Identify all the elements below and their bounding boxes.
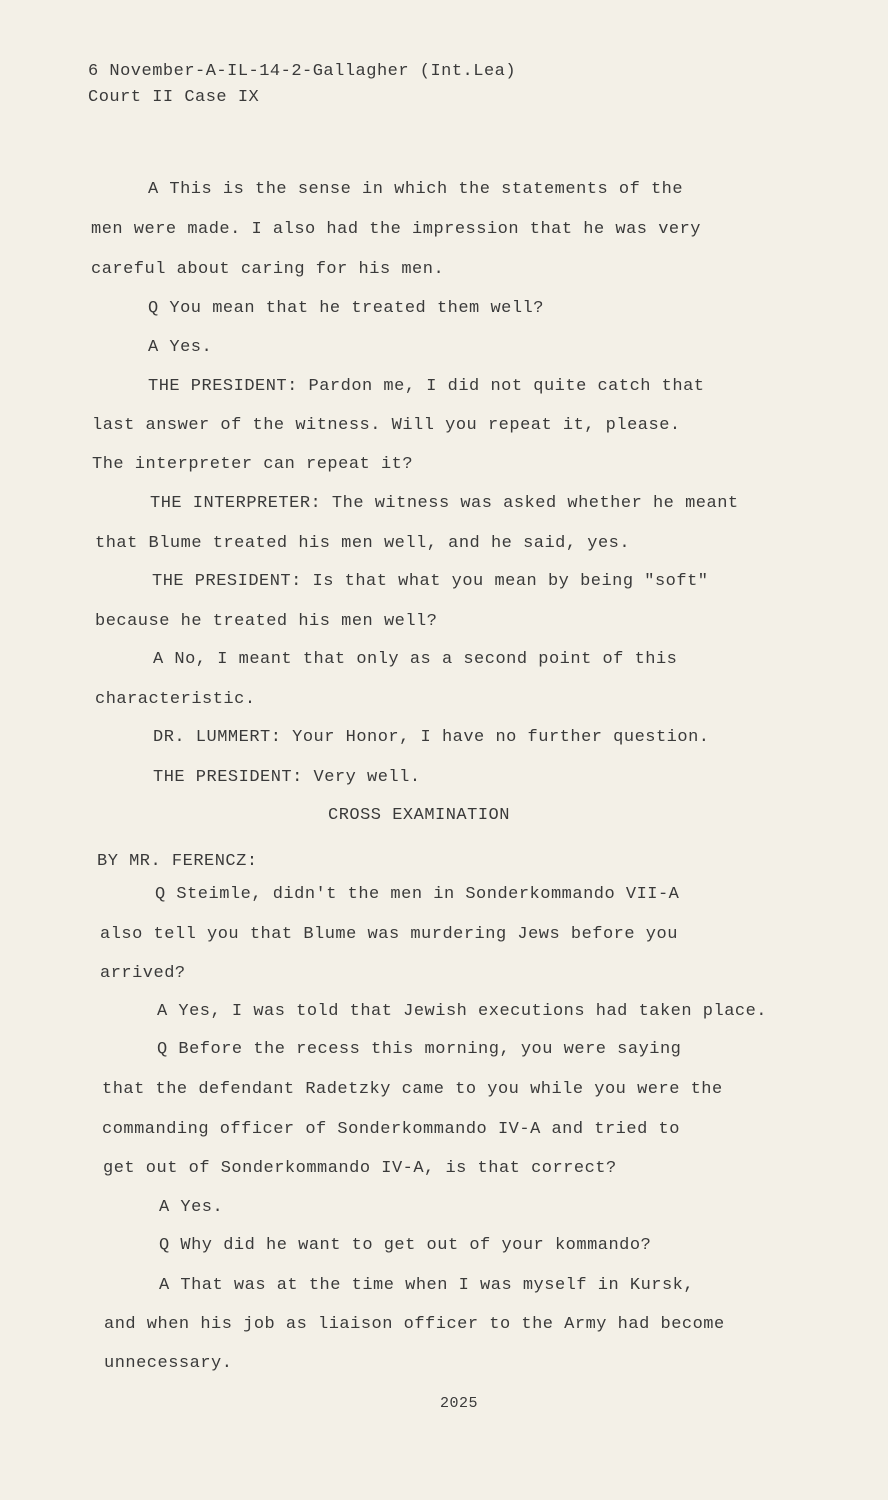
speaker-line: DR. LUMMERT: Your Honor, I have no further question. bbox=[153, 728, 710, 747]
answer-line: A Yes. bbox=[159, 1198, 224, 1217]
answer-line: A No, I meant that only as a second point of this bbox=[153, 650, 678, 669]
page-number: 2025 bbox=[439, 1395, 478, 1412]
text-line: arrived? bbox=[100, 964, 186, 983]
text-line: last answer of the witness. Will you repeat it, please. bbox=[92, 416, 681, 435]
answer-line: A Yes. bbox=[148, 338, 213, 357]
answer-line: A That was at the time when I was myself in Kursk, bbox=[159, 1276, 695, 1295]
answer-line: A Yes, I was told that Jewish executions had taken place. bbox=[157, 1002, 767, 1021]
question-line: Q Steimle, didn't the men in Sonderkommando VII-A bbox=[155, 885, 680, 904]
question-line: Q You mean that he treated them well? bbox=[148, 299, 544, 318]
examiner-line: BY MR. FERENCZ: bbox=[97, 852, 258, 871]
section-heading: CROSS EXAMINATION bbox=[328, 806, 510, 825]
speaker-line: THE PRESIDENT: Pardon me, I did not quite catch that bbox=[148, 377, 705, 396]
header-line-1: 6 November-A-IL-14-2-Gallagher (Int.Lea) bbox=[88, 62, 517, 81]
text-line: unnecessary. bbox=[104, 1354, 233, 1373]
text-line: and when his job as liaison officer to the Army had become bbox=[104, 1315, 725, 1334]
answer-line: A This is the sense in which the statements of the bbox=[148, 180, 684, 199]
text-line: men were made. I also had the impression that he was very bbox=[91, 220, 701, 239]
text-line: that Blume treated his men well, and he said, yes. bbox=[95, 534, 631, 553]
text-line: The interpreter can repeat it? bbox=[92, 455, 414, 474]
question-line: Q Why did he want to get out of your kommando? bbox=[159, 1236, 652, 1255]
text-line: careful about caring for his men. bbox=[91, 260, 445, 279]
question-line: Q Before the recess this morning, you were saying bbox=[157, 1040, 682, 1059]
text-line: commanding officer of Sonderkommando IV-A and tried to bbox=[102, 1120, 680, 1139]
speaker-line: THE INTERPRETER: The witness was asked whether he meant bbox=[150, 494, 739, 513]
text-line: also tell you that Blume was murdering Jews before you bbox=[100, 925, 678, 944]
speaker-line: THE PRESIDENT: Very well. bbox=[153, 768, 421, 787]
text-line: characteristic. bbox=[95, 690, 256, 709]
speaker-line: THE PRESIDENT: Is that what you mean by being "soft" bbox=[152, 572, 709, 591]
header-line-2: Court II Case IX bbox=[88, 88, 260, 107]
text-line: that the defendant Radetzky came to you while you were the bbox=[102, 1080, 723, 1099]
text-line: get out of Sonderkommando IV-A, is that correct? bbox=[103, 1159, 617, 1178]
text-line: because he treated his men well? bbox=[95, 612, 438, 631]
